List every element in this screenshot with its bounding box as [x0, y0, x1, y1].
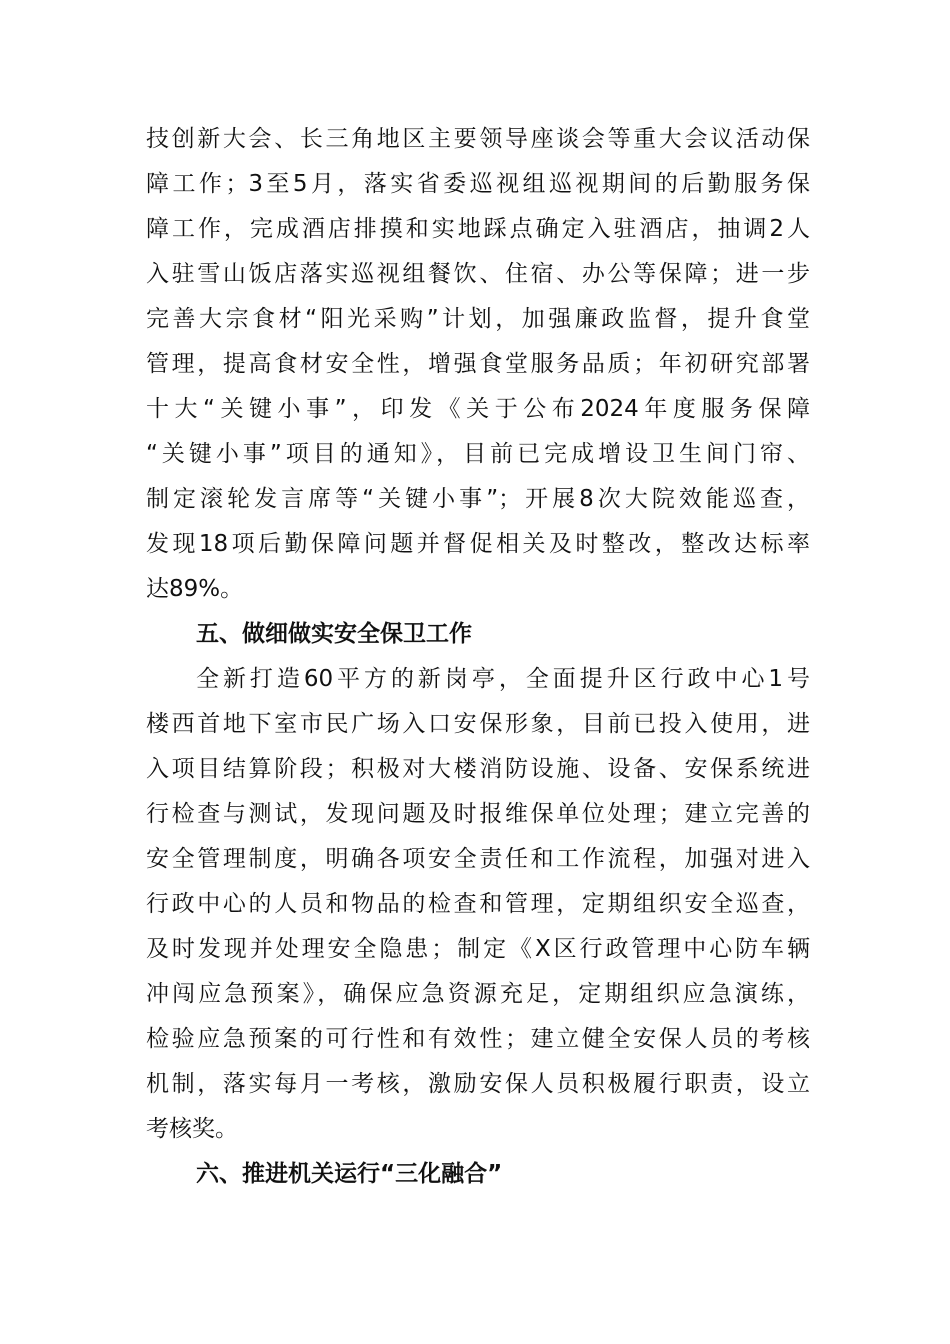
body-text-line: 及时发现并处理安全隐患；制定《X区行政管理中心防车辆 [146, 936, 810, 962]
body-text-line: 检验应急预案的可行性和有效性；建立健全安保人员的考核 [146, 1026, 810, 1052]
body-text-line: 技创新大会、长三角地区主要领导座谈会等重大会议活动保 [146, 126, 810, 152]
body-text-line: 机制，落实每月一考核，激励安保人员积极履行职责，设立 [146, 1071, 810, 1097]
body-text-line: 达89%。 [146, 576, 244, 602]
body-text-line: “关键小事”项目的通知》，目前已完成增设卫生间门帘、 [146, 441, 810, 467]
body-text-line: 管理，提高食材安全性，增强食堂服务品质；年初研究部署 [146, 351, 810, 377]
body-text-line: 入项目结算阶段；积极对大楼消防设施、设备、安保系统进 [146, 756, 810, 782]
body-text-line: 入驻雪山饭店落实巡视组餐饮、住宿、办公等保障；进一步 [146, 261, 810, 287]
body-text-line: 完善大宗食材“阳光采购”计划，加强廉政监督，提升食堂 [146, 306, 810, 332]
body-text-line: 障工作；3至5月，落实省委巡视组巡视期间的后勤服务保 [146, 171, 810, 197]
section-heading: 六、推进机关运行“三化融合” [196, 1161, 503, 1187]
body-text-line: 十大“关键小事”，印发《关于公布2024年度服务保障 [146, 396, 810, 422]
body-text-line: 行政中心的人员和物品的检查和管理，定期组织安全巡查， [146, 891, 810, 917]
body-text-line: 障工作，完成酒店排摸和实地踩点确定入驻酒店，抽调2人 [146, 216, 810, 242]
body-text-line: 考核奖。 [146, 1116, 238, 1142]
body-text-line: 安全管理制度，明确各项安全责任和工作流程，加强对进入 [146, 846, 810, 872]
body-text-line: 发现18项后勤保障问题并督促相关及时整改，整改达标率 [146, 531, 810, 557]
body-text-line: 全新打造60平方的新岗亭，全面提升区行政中心1号 [196, 666, 810, 692]
body-text-line: 楼西首地下室市民广场入口安保形象，目前已投入使用，进 [146, 711, 810, 737]
body-text-line: 制定滚轮发言席等“关键小事”；开展8次大院效能巡查， [146, 486, 810, 512]
body-text-line: 冲闯应急预案》，确保应急资源充足，定期组织应急演练， [146, 981, 810, 1007]
section-heading: 五、做细做实安全保卫工作 [196, 621, 472, 647]
body-text-line: 行检查与测试，发现问题及时报维保单位处理；建立完善的 [146, 801, 810, 827]
